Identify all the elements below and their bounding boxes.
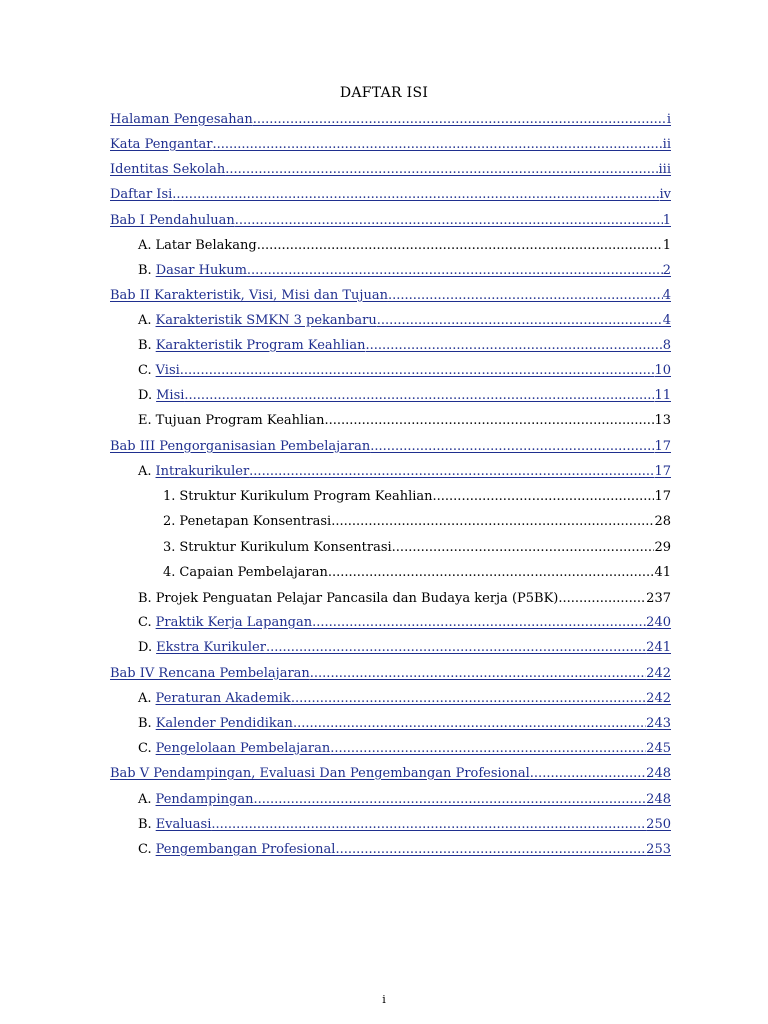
entry-page: 253 bbox=[646, 842, 671, 857]
entry-label: Evaluasi bbox=[155, 817, 212, 832]
toc-entry[interactable] bbox=[163, 488, 671, 506]
entry-number: 4. bbox=[163, 565, 176, 580]
entry-label: Visi bbox=[155, 363, 180, 378]
entry-label: Karakteristik Program Keahlian bbox=[155, 338, 366, 353]
leader-dots bbox=[172, 186, 659, 204]
entry-label: Pendampingan bbox=[155, 792, 254, 807]
entry-page: 1 bbox=[662, 213, 671, 228]
entry-number: 1. bbox=[163, 489, 176, 504]
entry-label: Ekstra Kurikuler bbox=[156, 640, 266, 655]
toc-entry[interactable] bbox=[138, 715, 671, 733]
leader-dots bbox=[249, 463, 654, 481]
entry-label: Praktik Kerja Lapangan bbox=[155, 615, 313, 630]
toc-entry[interactable] bbox=[138, 690, 671, 708]
entry-number: C. bbox=[138, 615, 152, 630]
entry-label: Bab IV Rencana Pembelajaran bbox=[110, 666, 310, 681]
toc-entry[interactable] bbox=[110, 186, 671, 204]
toc-entry[interactable] bbox=[163, 513, 671, 531]
entry-page: 17 bbox=[654, 489, 671, 504]
leader-dots bbox=[293, 715, 646, 733]
entry-number: C. bbox=[138, 741, 152, 756]
entry-label: Daftar Isi bbox=[110, 187, 173, 202]
entry-label: Projek Penguatan Pelajar Pancasila dan Budaya kerja (P5BK) bbox=[155, 591, 559, 606]
entry-page: 250 bbox=[646, 817, 671, 832]
leader-dots bbox=[377, 312, 663, 330]
leader-dots bbox=[211, 816, 646, 834]
toc-entry[interactable] bbox=[110, 136, 671, 154]
toc-entry[interactable] bbox=[110, 765, 671, 783]
entry-label: Identitas Sekolah bbox=[110, 162, 226, 177]
entry-number: E. bbox=[138, 413, 152, 428]
entry-number: A. bbox=[138, 238, 152, 253]
leader-dots bbox=[335, 841, 646, 859]
leader-dots bbox=[433, 488, 655, 506]
leader-dots bbox=[330, 740, 646, 758]
entry-label: Misi bbox=[156, 388, 185, 403]
toc-entry[interactable] bbox=[138, 312, 671, 330]
entry-number: 3. bbox=[163, 540, 176, 555]
toc-entry[interactable] bbox=[138, 816, 671, 834]
leader-dots bbox=[366, 337, 663, 355]
entry-number: B. bbox=[138, 263, 152, 278]
entry-label: Dasar Hukum bbox=[155, 263, 247, 278]
entry-page: ii bbox=[662, 137, 671, 152]
toc-entry[interactable] bbox=[138, 614, 671, 632]
leader-dots bbox=[253, 111, 667, 129]
entry-number: A. bbox=[138, 691, 152, 706]
leader-dots bbox=[530, 765, 646, 783]
toc-entry[interactable] bbox=[138, 841, 671, 859]
entry-page: iii bbox=[658, 162, 671, 177]
toc-entry[interactable] bbox=[110, 111, 671, 129]
toc-entry[interactable] bbox=[138, 237, 671, 255]
toc-entry[interactable] bbox=[163, 539, 671, 557]
entry-number: D. bbox=[138, 640, 153, 655]
leader-dots bbox=[266, 639, 646, 657]
entry-page: 1 bbox=[662, 238, 671, 253]
toc-entry[interactable] bbox=[138, 387, 671, 405]
toc-entry[interactable] bbox=[110, 161, 671, 179]
leader-dots bbox=[310, 665, 646, 683]
leader-dots bbox=[558, 590, 646, 608]
toc-entry[interactable] bbox=[138, 463, 671, 481]
entry-label: Penetapan Konsentrasi bbox=[179, 514, 332, 529]
entry-label: Pengelolaan Pembelajaran bbox=[155, 741, 331, 756]
page-title: DAFTAR ISI bbox=[339, 85, 429, 101]
entry-number: C. bbox=[138, 842, 152, 857]
entry-label: Struktur Kurikulum Program Keahlian bbox=[179, 489, 433, 504]
leader-dots bbox=[184, 387, 654, 405]
leader-dots bbox=[312, 614, 646, 632]
toc-entry[interactable] bbox=[110, 438, 671, 456]
entry-page: 41 bbox=[654, 565, 671, 580]
entry-label: Karakteristik SMKN 3 pekanbaru bbox=[155, 313, 377, 328]
leader-dots bbox=[257, 237, 663, 255]
entry-page: 4 bbox=[662, 288, 671, 303]
leader-dots bbox=[253, 791, 646, 809]
toc-entry[interactable] bbox=[138, 590, 671, 608]
entry-label: Pengembangan Profesional bbox=[155, 842, 336, 857]
leader-dots bbox=[212, 136, 662, 154]
page-number: i bbox=[382, 993, 386, 1006]
leader-dots bbox=[180, 362, 655, 380]
leader-dots bbox=[370, 438, 654, 456]
leader-dots bbox=[388, 287, 663, 305]
entry-page: 17 bbox=[654, 464, 671, 479]
toc-entry[interactable] bbox=[163, 564, 671, 582]
entry-number: B. bbox=[138, 817, 152, 832]
entry-label: Bab III Pengorganisasian Pembelajaran bbox=[110, 439, 371, 454]
entry-page: 2 bbox=[662, 263, 671, 278]
leader-dots bbox=[328, 564, 655, 582]
entry-page: iv bbox=[659, 187, 671, 202]
entry-label: Bab I Pendahuluan bbox=[110, 213, 235, 228]
toc-entry[interactable] bbox=[138, 740, 671, 758]
leader-dots bbox=[392, 539, 655, 557]
toc-entry[interactable] bbox=[110, 665, 671, 683]
entry-page: 237 bbox=[646, 591, 671, 606]
entry-page: 243 bbox=[646, 716, 671, 731]
entry-page: 240 bbox=[646, 615, 671, 630]
entry-label: Kata Pengantar bbox=[110, 137, 213, 152]
leader-dots bbox=[331, 513, 654, 531]
entry-page: 245 bbox=[646, 741, 671, 756]
entry-page: 242 bbox=[646, 666, 671, 681]
entry-label: Peraturan Akademik bbox=[155, 691, 291, 706]
entry-page: 248 bbox=[646, 792, 671, 807]
entry-page: 241 bbox=[646, 640, 671, 655]
entry-label: Tujuan Program Keahlian bbox=[155, 413, 325, 428]
entry-label: Capaian Pembelajaran bbox=[179, 565, 328, 580]
toc-entry[interactable] bbox=[138, 791, 671, 809]
entry-number: C. bbox=[138, 363, 152, 378]
entry-page: 28 bbox=[654, 514, 671, 529]
toc-entry[interactable] bbox=[138, 262, 671, 280]
leader-dots bbox=[225, 161, 658, 179]
entry-number: B. bbox=[138, 591, 152, 606]
entry-number: 2. bbox=[163, 514, 176, 529]
toc-entry[interactable] bbox=[110, 212, 671, 230]
entry-number: A. bbox=[138, 464, 152, 479]
entry-page: 13 bbox=[654, 413, 671, 428]
entry-label: Halaman Pengesahan bbox=[110, 112, 253, 127]
entry-page: 17 bbox=[654, 439, 671, 454]
entry-number: B. bbox=[138, 716, 152, 731]
entry-number: A. bbox=[138, 792, 152, 807]
toc-entry[interactable] bbox=[138, 362, 671, 380]
leader-dots bbox=[324, 412, 654, 430]
entry-label: Bab V Pendampingan, Evaluasi Dan Pengembangan Profesional bbox=[110, 766, 530, 781]
entry-page: 11 bbox=[654, 388, 671, 403]
entry-number: D. bbox=[138, 388, 153, 403]
toc-entry[interactable] bbox=[138, 412, 671, 430]
toc-entry[interactable] bbox=[138, 639, 671, 657]
entry-page: 10 bbox=[654, 363, 671, 378]
entry-page: 242 bbox=[646, 691, 671, 706]
entry-page: 248 bbox=[646, 766, 671, 781]
entry-label: Latar Belakang bbox=[155, 238, 257, 253]
entry-page: 29 bbox=[654, 540, 671, 555]
entry-number: A. bbox=[138, 313, 152, 328]
toc-entry[interactable] bbox=[138, 337, 671, 355]
entry-label: Intrakurikuler bbox=[155, 464, 250, 479]
leader-dots bbox=[235, 212, 663, 230]
entry-number: B. bbox=[138, 338, 152, 353]
leader-dots bbox=[291, 690, 646, 708]
entry-page: 8 bbox=[662, 338, 671, 353]
entry-label: Struktur Kurikulum Konsentrasi bbox=[179, 540, 392, 555]
entry-page: 4 bbox=[662, 313, 671, 328]
entry-label: Bab II Karakteristik, Visi, Misi dan Tujuan bbox=[110, 288, 388, 303]
toc-entry[interactable] bbox=[110, 287, 671, 305]
entry-label: Kalender Pendidikan bbox=[155, 716, 293, 731]
entry-page: i bbox=[666, 112, 671, 127]
leader-dots bbox=[247, 262, 663, 280]
